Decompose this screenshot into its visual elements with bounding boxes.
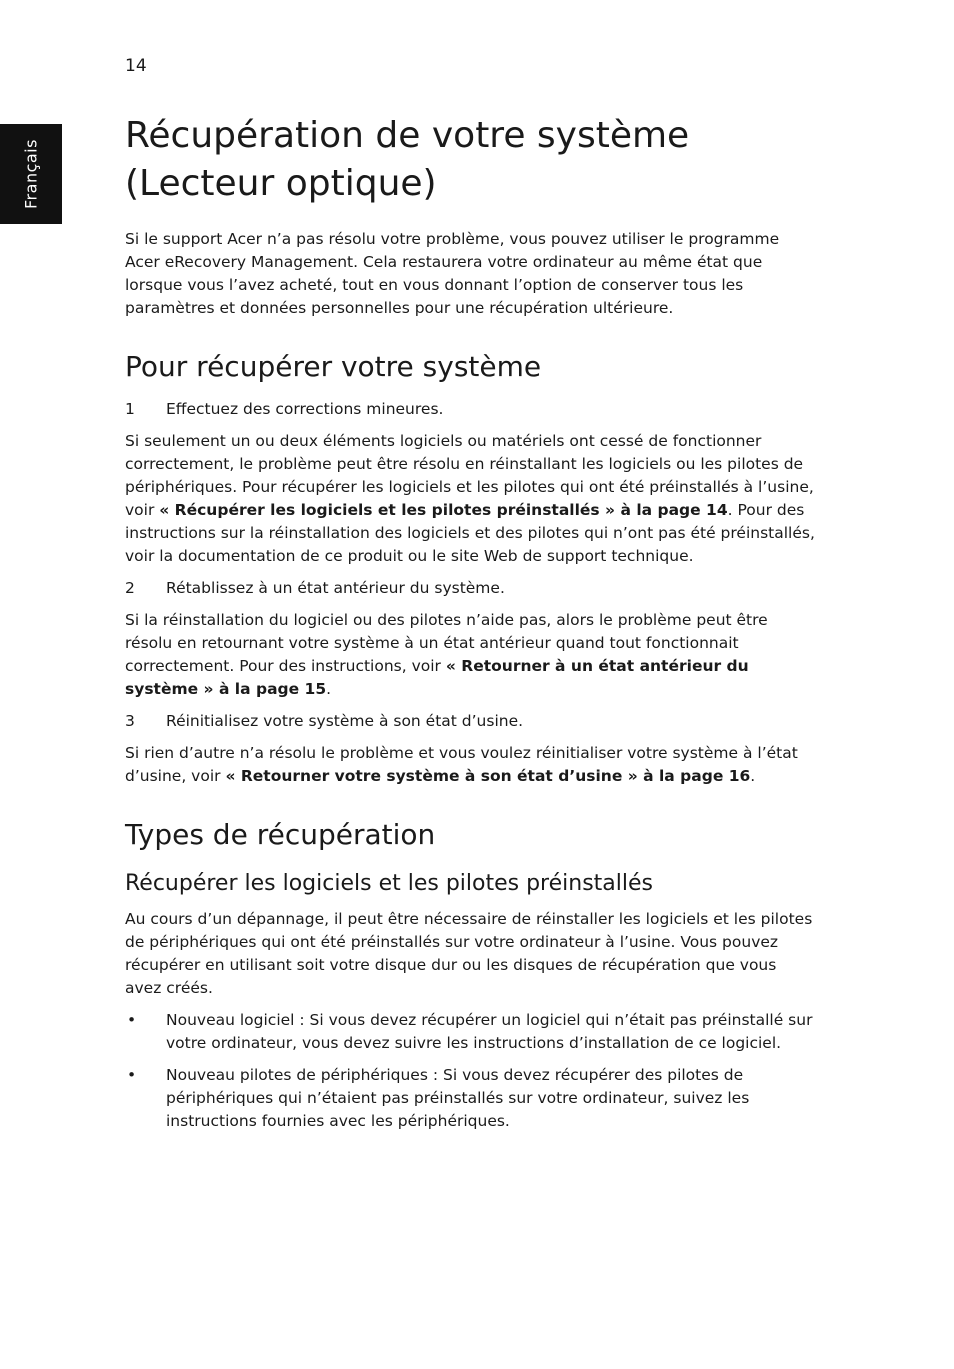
paragraph-text: . [750, 767, 756, 785]
step-number: 3 [125, 712, 135, 730]
paragraph-text: Si rien d’autre n’a résolu le problème et vous voulez réinitialiser votre système à l’état d’usine, voir [125, 744, 798, 785]
cross-reference-link[interactable]: « Récupérer les logiciels et les pilotes préinstallés » à la page 14 [159, 501, 728, 519]
page-number: 14 [125, 56, 147, 76]
bullet-item [125, 1064, 815, 1133]
paragraph-text: . Pour des instructions sur la réinstallation des logiciels et des pilotes qui n’ont pas été préinstallés, voir la documentation de ce produit ou le site Web de support technique. [125, 501, 815, 565]
step-3 [125, 710, 815, 733]
cross-reference-link[interactable]: « Retourner votre système à son état d’usine » à la page 16 [225, 767, 751, 785]
bullet-text: Nouveau logiciel : Si vous devez récupérer un logiciel qui n’était pas préinstallé sur votre ordinateur, vous devez suivre les instructions d’installation de ce logiciel. [166, 1011, 813, 1052]
cross-reference-link[interactable]: « Retourner à un état antérieur du système » à la page 15 [125, 657, 749, 698]
paragraph-text: Si seulement un ou deux éléments logiciels ou matériels ont cessé de fonctionner correctement, le problème peut être résolu en réinstallant les logiciels ou les pilotes de périphériques. Pour récupérer les logiciels et les pilotes qui ont été préinstallés à l’usine, voir [125, 432, 814, 519]
bullet-marker: • [127, 1011, 137, 1029]
section-heading-recover: Pour récupérer votre système [125, 350, 542, 383]
bullet-text: Nouveau pilotes de périphériques : Si vous devez récupérer des pilotes de périphériques qui n’étaient pas préinstallés sur votre ordinateur, suivez les instructions fournies avec les périphériques. [166, 1066, 750, 1130]
step-text: Effectuez des corrections mineures. [166, 400, 444, 418]
step-number: 1 [125, 400, 135, 418]
step-2 [125, 577, 815, 600]
bullet-item [125, 1009, 815, 1055]
page-title: Récupération de votre système (Lecteur optique) [125, 115, 690, 204]
step-1 [125, 398, 815, 421]
bullet-marker: • [127, 1066, 137, 1084]
paragraph-text: Si la réinstallation du logiciel ou des pilotes n’aide pas, alors le problème peut être résolu en retournant votre système à un état antérieur quand tout fonctionnait correctement. Pour des instructions, voir [125, 611, 768, 675]
page-content [125, 112, 815, 1142]
language-tab [0, 124, 62, 224]
paragraph-text: . [326, 680, 332, 698]
step-3-paragraph [125, 742, 815, 788]
step-text: Réinitialisez votre système à son état d’usine. [166, 712, 524, 730]
step-text: Rétablissez à un état antérieur du système. [166, 579, 505, 597]
intro-paragraph: Si le support Acer n’a pas résolu votre problème, vous pouvez utiliser le programme Acer eRecovery Management. Cela restaurera votre ordinateur au même état que lorsque vous l’avez acheté, tout en vous donnant l’option de conserver tous les paramètres et données personnelles pour une récupération ultérieure. [125, 230, 780, 317]
step-1-paragraph [125, 430, 815, 568]
language-tab-label: Français [21, 139, 41, 209]
step-number: 2 [125, 579, 135, 597]
section-heading-recovery-types: Types de récupération [125, 818, 436, 851]
preinstalled-paragraph: Au cours d’un dépannage, il peut être nécessaire de réinstaller les logiciels et les pilotes de périphériques qui ont été préinstallés sur votre ordinateur à l’usine. Vous pouvez récupérer en utilisant soit votre disque dur ou les disques de récupération que vous avez créés. [125, 910, 813, 997]
step-2-paragraph [125, 609, 815, 701]
subsection-heading-preinstalled: Récupérer les logiciels et les pilotes préinstallés [125, 871, 653, 896]
